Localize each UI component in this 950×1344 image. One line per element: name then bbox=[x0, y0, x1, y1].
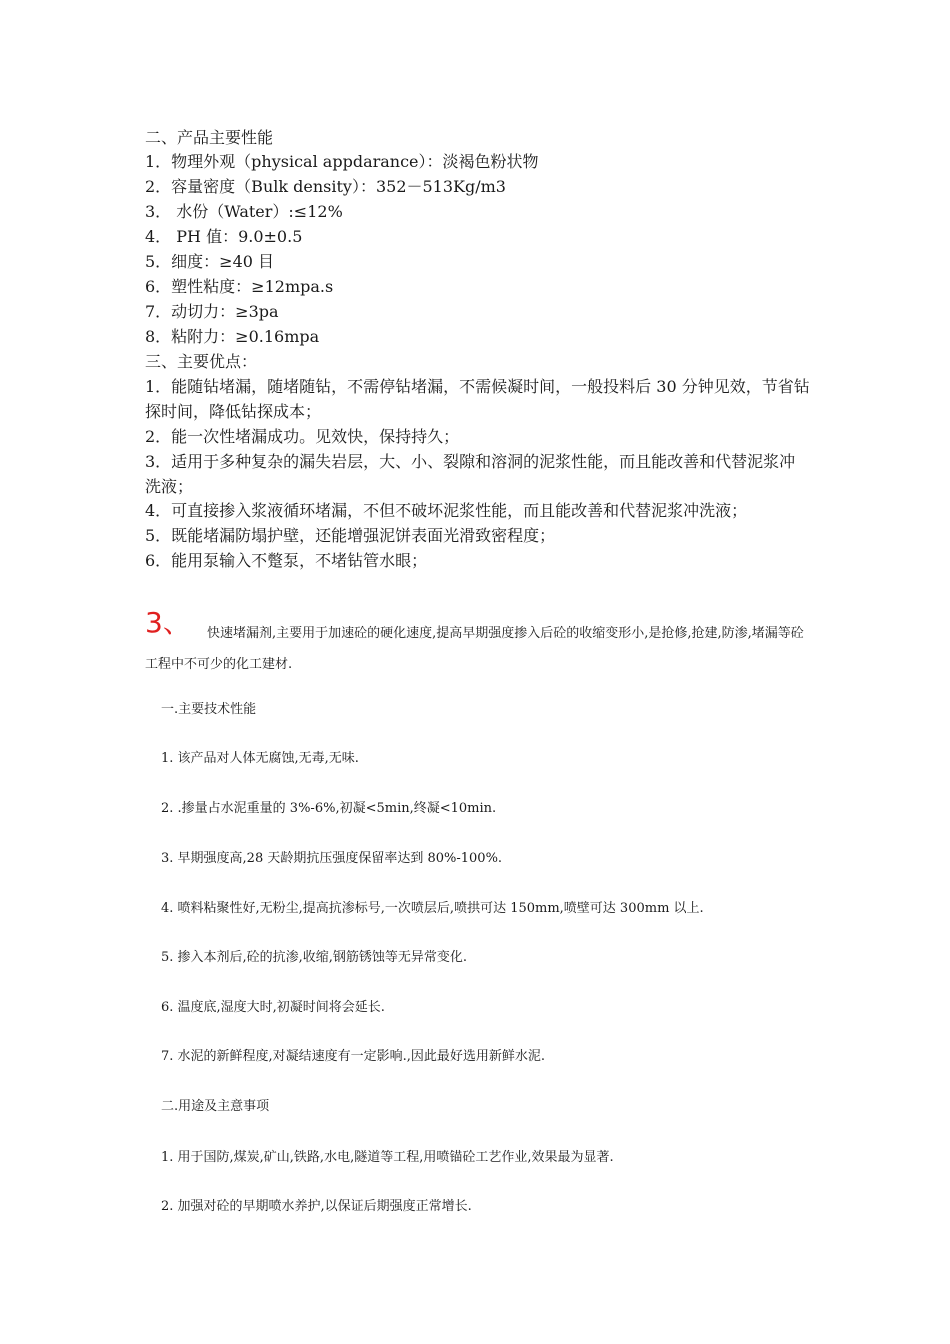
advantage-item: 1．能随钻堵漏，随堵随钻，不需停钻堵漏，不需候凝时间，一般投料后 30 分钟见效，节省钻探时间，降低钻探成本； bbox=[145, 377, 810, 421]
tech-item: 1. 该产品对人体无腐蚀,无毒,无味. bbox=[161, 751, 359, 766]
performance-item: 5．细度：≥40 目 bbox=[145, 252, 275, 271]
product-intro: 快速堵漏剂,主要用于加速砼的硬化速度,提高早期强度掺入后砼的收缩变形小,是抢修,抢建,防渗,堵漏等砼工程中不可少的化工建材. bbox=[145, 626, 804, 672]
usage-item: 1. 用于国防,煤炭,矿山,铁路,水电,隧道等工程,用喷锚砼工艺作业,效果最为显著. bbox=[161, 1150, 614, 1165]
tech-item: 6. 温度底,湿度大时,初凝时间将会延长. bbox=[161, 1000, 385, 1015]
advantage-item: 6．能用泵输入不蹩泵，不堵钻管水眼； bbox=[145, 551, 428, 570]
tech-heading: 一.主要技术性能 bbox=[161, 702, 257, 717]
performance-item: 1．物理外观（physical appdarance）：淡褐色粉状物 bbox=[145, 152, 539, 171]
tech-item: 2. .掺量占水泥重量的 3%-6%,初凝<5min,终凝<10min. bbox=[161, 801, 497, 816]
performance-item: 4． PH 值：9.0±0.5 bbox=[145, 227, 303, 246]
advantage-item: 4．可直接掺入浆液循环堵漏，不但不破坏泥浆性能，而且能改善和代替泥浆冲洗液； bbox=[145, 501, 748, 520]
performance-item: 7．动切力：≥3pa bbox=[145, 302, 279, 321]
performance-item: 6．塑性粘度：≥12mpa.s bbox=[145, 277, 334, 296]
tech-item: 5. 掺入本剂后,砼的抗渗,收缩,钢筋锈蚀等无异常变化. bbox=[161, 950, 468, 965]
advantage-item: 5．既能堵漏防塌护壁，还能增强泥饼表面光滑致密程度； bbox=[145, 526, 556, 545]
product-number: 3、 bbox=[145, 606, 191, 639]
tech-item: 7. 水泥的新鲜程度,对凝结速度有一定影响.,因此最好选用新鲜水泥. bbox=[161, 1049, 546, 1064]
tech-item: 3. 早期强度高,28 天龄期抗压强度保留率达到 80%-100%. bbox=[161, 851, 503, 866]
advantage-item: 3．适用于多种复杂的漏失岩层，大、小、裂隙和溶洞的泥浆性能，而且能改善和代替泥浆冲洗液； bbox=[145, 452, 796, 496]
performance-item: 3． 水份（Water）:≤12% bbox=[145, 202, 343, 221]
tech-item: 4. 喷料粘聚性好,无粉尘,提高抗渗标号,一次喷层后,喷拱可达 150mm,喷壁可达 300mm 以上. bbox=[161, 901, 704, 916]
advantage-item: 2．能一次性堵漏成功。见效快，保持持久； bbox=[145, 427, 460, 446]
usage-item: 2. 加强对砼的早期喷水养护,以保证后期强度正常增长. bbox=[161, 1199, 472, 1214]
performance-item: 2．容量密度（Bulk density）：352－513Kg/m3 bbox=[145, 177, 506, 196]
performance-item: 8．粘附力：≥0.16mpa bbox=[145, 327, 320, 346]
usage-heading: 二.用途及主意事项 bbox=[161, 1099, 270, 1114]
section-heading-performance: 二、产品主要性能 bbox=[145, 128, 274, 147]
section-heading-advantages: 三、主要优点： bbox=[145, 352, 258, 371]
